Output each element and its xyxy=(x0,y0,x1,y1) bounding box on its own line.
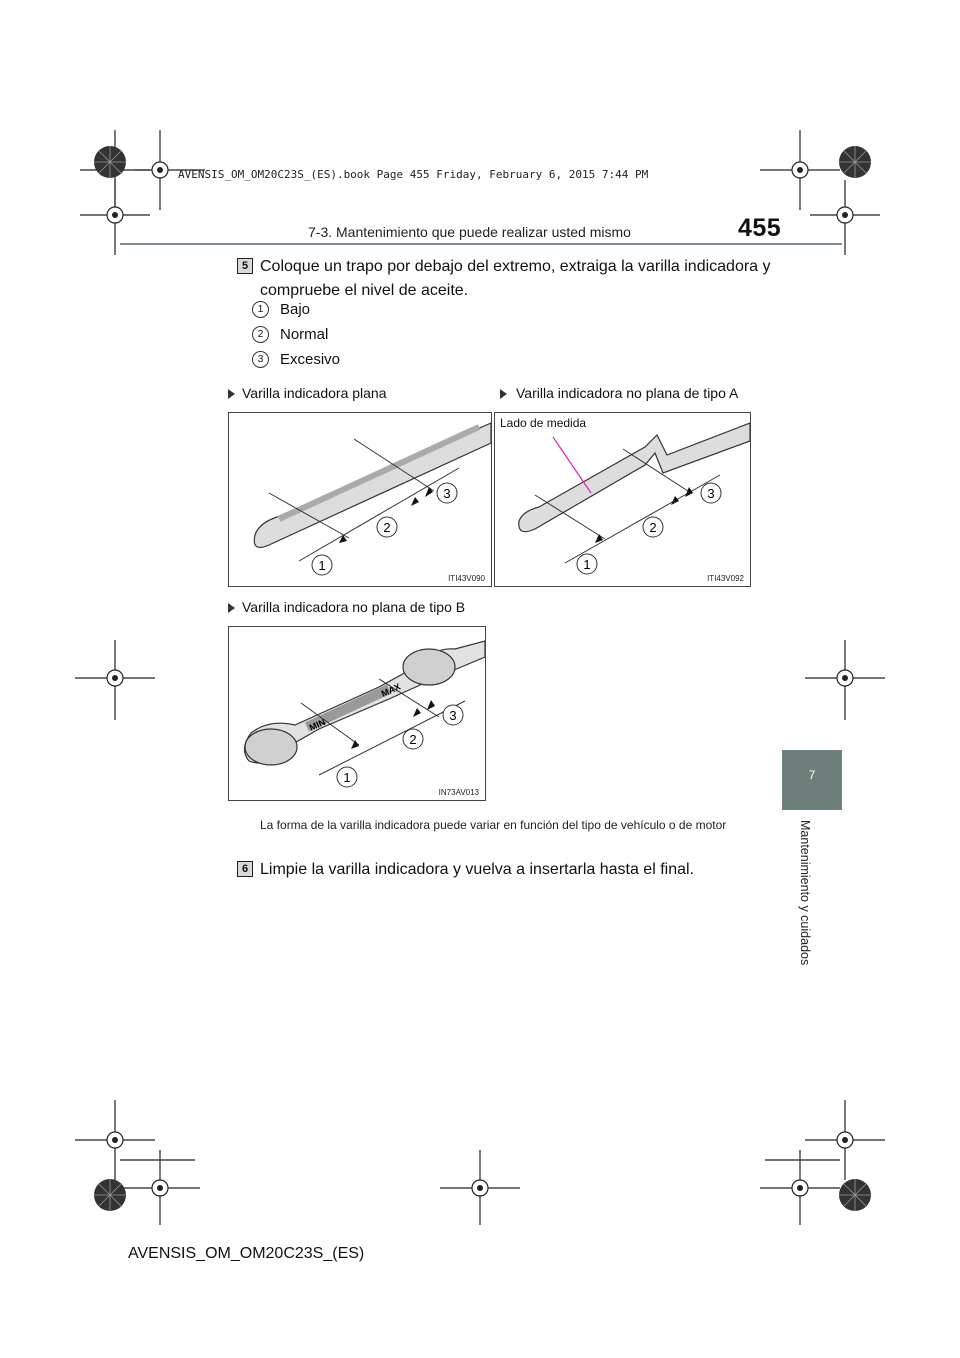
section-title: 7-3. Mantenimiento que puede realizar usted mismo xyxy=(308,224,631,240)
figure-flat-dipstick xyxy=(228,412,492,587)
flat-mark-1: 1 xyxy=(318,558,326,573)
step5-text-line1: Coloque un trapo por debajo del extremo, extraiga la varilla indicadora y xyxy=(260,258,771,275)
caption-bullet-icon xyxy=(228,389,235,399)
figure-code: IN73AV013 xyxy=(438,788,479,797)
step-number-5: 5 xyxy=(237,258,253,274)
step5-text-line2: compruebe el nivel de aceite. xyxy=(260,282,469,299)
figure-type-b-dipstick xyxy=(228,626,486,801)
callout-lado-de-medida: Lado de medida xyxy=(500,416,587,430)
note-text: La forma de la varilla indicadora puede variar en función del tipo de vehículo o de motor xyxy=(260,818,727,832)
step6-text: Limpie la varilla indicadora y vuelva a insertarla hasta el final. xyxy=(260,861,694,878)
chapter-number: 7 xyxy=(808,768,816,782)
item-label-bajo: Bajo xyxy=(280,301,311,318)
step-number-6: 6 xyxy=(237,861,253,877)
footer-code: AVENSIS_OM_OM20C23S_(ES) xyxy=(128,1245,365,1262)
figure-code: ITI43V092 xyxy=(707,574,744,583)
figure-code: ITI43V090 xyxy=(448,574,485,583)
figure-type-a-dipstick xyxy=(494,412,751,587)
chapter-label xyxy=(796,820,816,970)
type-a-mark-1: 1 xyxy=(583,557,591,572)
type-b-dipstick-drawing xyxy=(229,627,485,800)
caption-flat-dipstick: Varilla indicadora plana xyxy=(242,385,387,401)
type-b-mark-3: 3 xyxy=(449,708,457,723)
item-number-3: 3 xyxy=(252,351,269,368)
flat-dipstick-drawing xyxy=(229,413,491,586)
header-rule xyxy=(120,243,842,245)
item-number-2: 2 xyxy=(252,326,269,343)
chapter-tab[interactable] xyxy=(782,750,842,810)
max-stamp: MAX xyxy=(379,681,403,699)
type-a-mark-3: 3 xyxy=(707,486,715,501)
item-label-excesivo: Excesivo xyxy=(280,351,341,368)
caption-bullet-icon xyxy=(228,603,235,613)
type-b-mark-2: 2 xyxy=(409,732,417,747)
item-number-1: 1 xyxy=(252,301,269,318)
type-b-mark-1: 1 xyxy=(343,770,351,785)
type-a-dipstick-drawing xyxy=(495,413,750,586)
page-number: 455 xyxy=(738,214,782,242)
chapter-label-text: Mantenimiento y cuidados xyxy=(798,820,812,966)
caption-type-b-dipstick: Varilla indicadora no plana de tipo B xyxy=(242,599,466,615)
min-stamp: MIN xyxy=(307,716,327,733)
caption-type-a-dipstick: Varilla indicadora no plana de tipo A xyxy=(516,385,739,401)
book-info-line: AVENSIS_OM_OM20C23S_(ES).book Page 455 Friday, February 6, 2015 7:44 PM xyxy=(178,168,649,181)
type-a-mark-2: 2 xyxy=(649,520,657,535)
caption-bullet-icon xyxy=(500,389,507,399)
flat-mark-3: 3 xyxy=(443,486,451,501)
flat-mark-2: 2 xyxy=(383,520,391,535)
item-label-normal: Normal xyxy=(280,326,329,343)
